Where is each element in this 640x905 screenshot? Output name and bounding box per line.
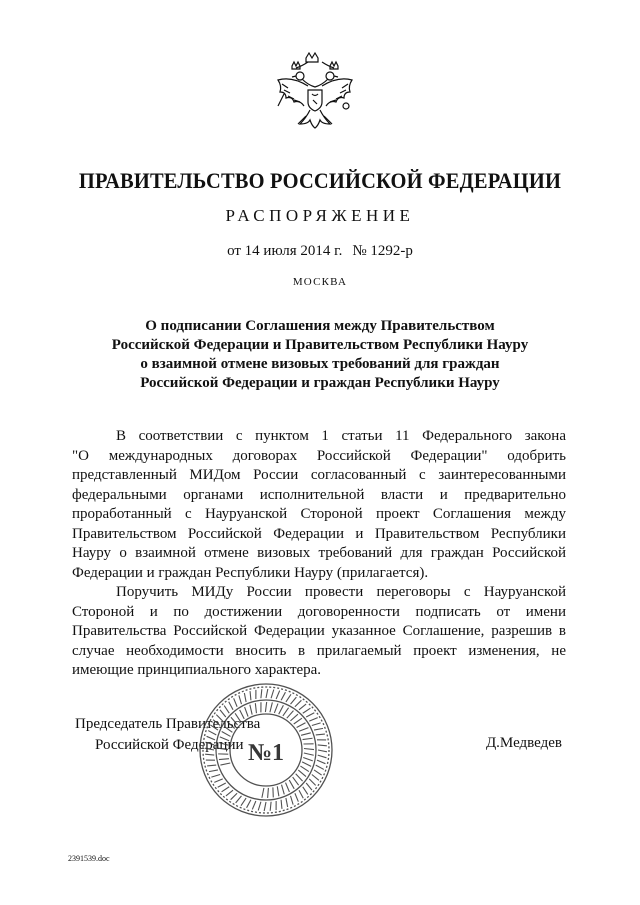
document-city: МОСКВА	[292, 276, 348, 288]
document-body	[72, 427, 566, 681]
coat-of-arms-icon	[270, 50, 360, 142]
signer-title-line: Российской Федерации	[95, 737, 244, 753]
subject-line: О подписании Соглашения между Правительством	[145, 318, 495, 334]
body-line: имеющие принципиального характера.	[72, 662, 322, 678]
body-line: Науру о взаимной отмене визовых требований для граждан Российской	[72, 545, 566, 561]
government-title: ПРАВИТЕЛЬСТВО РОССИЙСКОЙ ФЕДЕРАЦИИ	[78, 168, 562, 193]
document-type: РАСПОРЯЖЕНИЕ	[225, 206, 415, 225]
body-line: Федерации и граждан Республики Науру (прилагается).	[72, 564, 429, 581]
body-line: федеральными органами исполнительной власти и предварительно	[72, 486, 566, 503]
official-seal-stamp	[196, 680, 336, 820]
document-date-line	[0, 243, 640, 260]
document-date: от 14 июля 2014 г.	[227, 243, 343, 259]
body-line: В соответствии с пунктом 1 статьи 11 Федерального закона	[116, 428, 566, 444]
subject-line: Российской Федерации и Правительством Республики Науру	[111, 337, 529, 353]
body-line: Поручить МИДу России провести переговоры с Науруанской	[116, 584, 566, 600]
body-line: Правительством Российской Федерации и Правительством Республики	[72, 525, 566, 542]
body-line: случае необходимости вносить в прилагаемый проект изменения, не	[72, 642, 566, 659]
svg-text:№1: №1	[247, 740, 285, 766]
subject-line: Российской Федерации и граждан Республики Науру	[140, 375, 500, 391]
body-line: Правительства Российской Федерации указанное Соглашение, разрешив в	[72, 623, 566, 639]
document-subject	[110, 317, 530, 393]
signer-title-line: Председатель Правительства	[75, 716, 261, 732]
document-number: № 1292-р	[352, 243, 413, 259]
body-line: "О международных договорах Российской Федерации" одобрить	[72, 447, 566, 464]
file-name: 2391539.doc	[68, 854, 110, 863]
body-line: Стороной и по достижении договоренности подписать от имени	[72, 603, 566, 620]
body-line: проработанный с Науруанской Стороной проект Соглашения между	[72, 506, 566, 522]
subject-line: о взаимной отмене визовых требований для граждан	[140, 356, 500, 372]
signer-name: Д.Медведев	[485, 735, 562, 751]
body-line: представленный МИДом России согласованный с заинтересованными	[72, 467, 566, 483]
